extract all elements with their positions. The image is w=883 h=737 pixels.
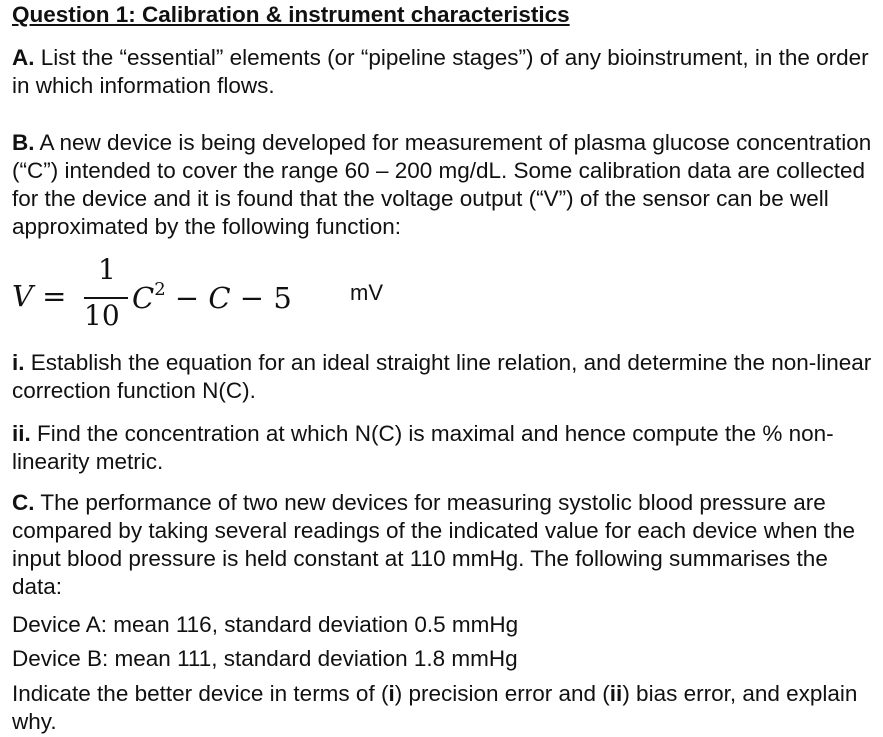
part-ii (12, 420, 876, 476)
part-c (12, 489, 876, 601)
part-a (12, 44, 876, 100)
part-c-text: The performance of two new devices for measuring systolic blood pressure are compared by taking several readings of the indicated value for each device when the input blood pressure is held constant at 110 mmHg. The following summarises the data: (12, 490, 856, 599)
device-b-summary: Device B: mean 111, standard deviation 1.8 mmHg (12, 646, 518, 671)
final-post: ) bias error, and explain why. (12, 681, 858, 734)
part-c-label: C. (12, 490, 35, 515)
equation-exponent: 2 (154, 279, 166, 300)
part-b (12, 129, 876, 241)
equation-rhs (132, 279, 292, 315)
part-i (12, 349, 876, 405)
equation-constant: 5 (273, 281, 292, 315)
part-a-label: A. (12, 45, 35, 70)
final-pre: Indicate the better device in terms of ( (12, 681, 389, 706)
final-mid: ) precision error and ( (394, 681, 610, 706)
part-b-text: A new device is being developed for measurement of plasma glucose concentration (“C”) intended to cover the range 60 – 200 mg/dL. Some calibration data are collected for the device and it is found that the voltage output (“V”) of the sensor can be well approximated by the following function: (12, 130, 872, 239)
final-ii-label: ii (609, 681, 623, 706)
equation-var-c: C (132, 281, 155, 315)
question-title: Question 1: Calibration & instrument characteristics (12, 2, 570, 27)
equation-unit: mV (350, 280, 383, 305)
device-a-summary: Device A: mean 116, standard deviation 0.5 mmHg (12, 612, 519, 637)
part-a-text: List the “essential” elements (or “pipeline stages”) of any bioinstrument, in the order in which information flows. (12, 45, 869, 98)
part-ii-label: ii. (12, 421, 31, 446)
fraction-denominator: 10 (84, 299, 120, 332)
part-b-label: B. (12, 130, 35, 155)
part-i-text: Establish the equation for an ideal straight line relation, and determine the non-linear correction function N(C). (12, 350, 872, 403)
fraction-numerator: 1 (98, 253, 116, 286)
part-ii-text: Find the concentration at which N(C) is maximal and hence compute the % non-linearity metric. (12, 421, 834, 474)
part-i-label: i. (12, 350, 25, 375)
equation-tail: − C − (165, 281, 274, 315)
equation-lhs: V = (12, 279, 67, 313)
final-instruction (12, 680, 876, 736)
final-i-label: i (388, 681, 395, 706)
